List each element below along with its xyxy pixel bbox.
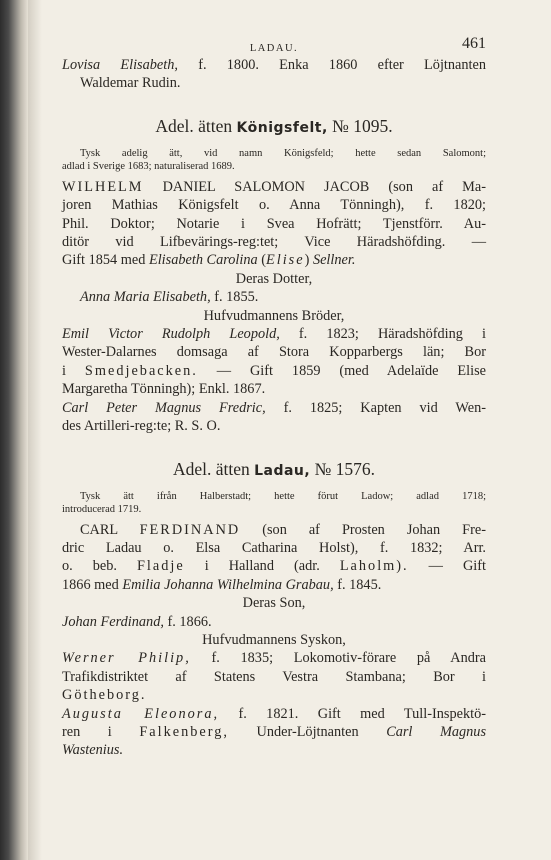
head-of-family-ladau: CARL FERDINAND (son af Prosten Johan Fre- dric Ladau o. Elsa Catharina Holst), f. 1832; Arr. o. beb. Fladje i Halland (adr. Laholm). — Gift 1866 med Emilia Johanna Wilhelmina Grabau, f. 1845. [62,521,486,593]
family-intro-ladau: Tysk ätt ifrån Halberstadt; hette förut Ladow; adlad 1718; introducerad 1719. [62,490,486,515]
sibling-entry-werner: Werner Philip, f. 1835; Lokomotiv-förare på Andra Trafikdistriktet af Statens Vestra Stambana; Bor i Götheborg. [62,650,486,704]
son-entry: Johan Ferdinand, f. 1866. [62,613,212,630]
book-spine-shadow [0,0,28,860]
subheading-son: Deras Son, [242,595,306,612]
brother-entry-carl: Carl Peter Magnus Fredric, f. 1825; Kapten vid Wen- des Artilleri-reg:te; R. S. O. [62,399,486,435]
family-heading-ladau: Adel. ätten Ladau, № 1576. [172,458,376,479]
family-intro-konigsfelt: Tysk adelig ätt, vid namn Königsfeld; hette sedan Salomont; adlad i Sverige 1683; naturaliserad 1689. [62,147,486,173]
subheading-siblings: Hufvudmannens Syskon, [202,631,346,648]
subheading-daughter: Deras Dotter, [235,270,313,287]
page-text [62,26,486,760]
brother-entry-emil: Emil Victor Rudolph Leopold, f. 1823; Häradshöfding i Wester-Dalarnes domsaga af Stora Kopparbergs län; Bor i Smedjebacken. — Gift 1859 (med Adelaïde Elise Margaretha Tönningh); Enkl. 1867. [62,326,487,398]
head-of-family-konigsfelt: WILHELM DANIEL SALOMON JACOB (son af Ma- joren Mathias Königsfelt o. Anna Tönningh), f. 1820; Phil. Doktor; Notarie i Svea Hofrätt; Tjenstförr. Au- ditör vid Lifbevärings-reg:tet; Vice Häradshöfding. — Gift 1854 med Elisabeth Carolina (Elise) Sellner. [62,178,487,269]
gutter-shadow [28,0,42,860]
entry-name: Lovisa Elisabeth, [62,57,178,73]
sibling-entry-augusta: Augusta Eleonora, f. 1821. Gift med Tull-Inspektö- ren i Falkenberg, Under-Löjtnanten Carl Magnus Wastenius. [62,705,487,759]
carryover-entry: Lovisa Elisabeth, f. 1800. Enka 1860 efter Löjtnanten Waldemar Rudin. [62,57,486,92]
subheading-brothers: Hufvudmannens Bröder, [203,307,345,324]
daughter-entry: Anna Maria Elisabeth, f. 1855. [80,289,259,306]
family-heading-konigsfelt: Adel. ätten Königsfelt, № 1095. [155,115,393,136]
page-number: 461 [462,35,486,52]
running-title: LADAU. [249,43,299,54]
page-header [62,26,486,52]
